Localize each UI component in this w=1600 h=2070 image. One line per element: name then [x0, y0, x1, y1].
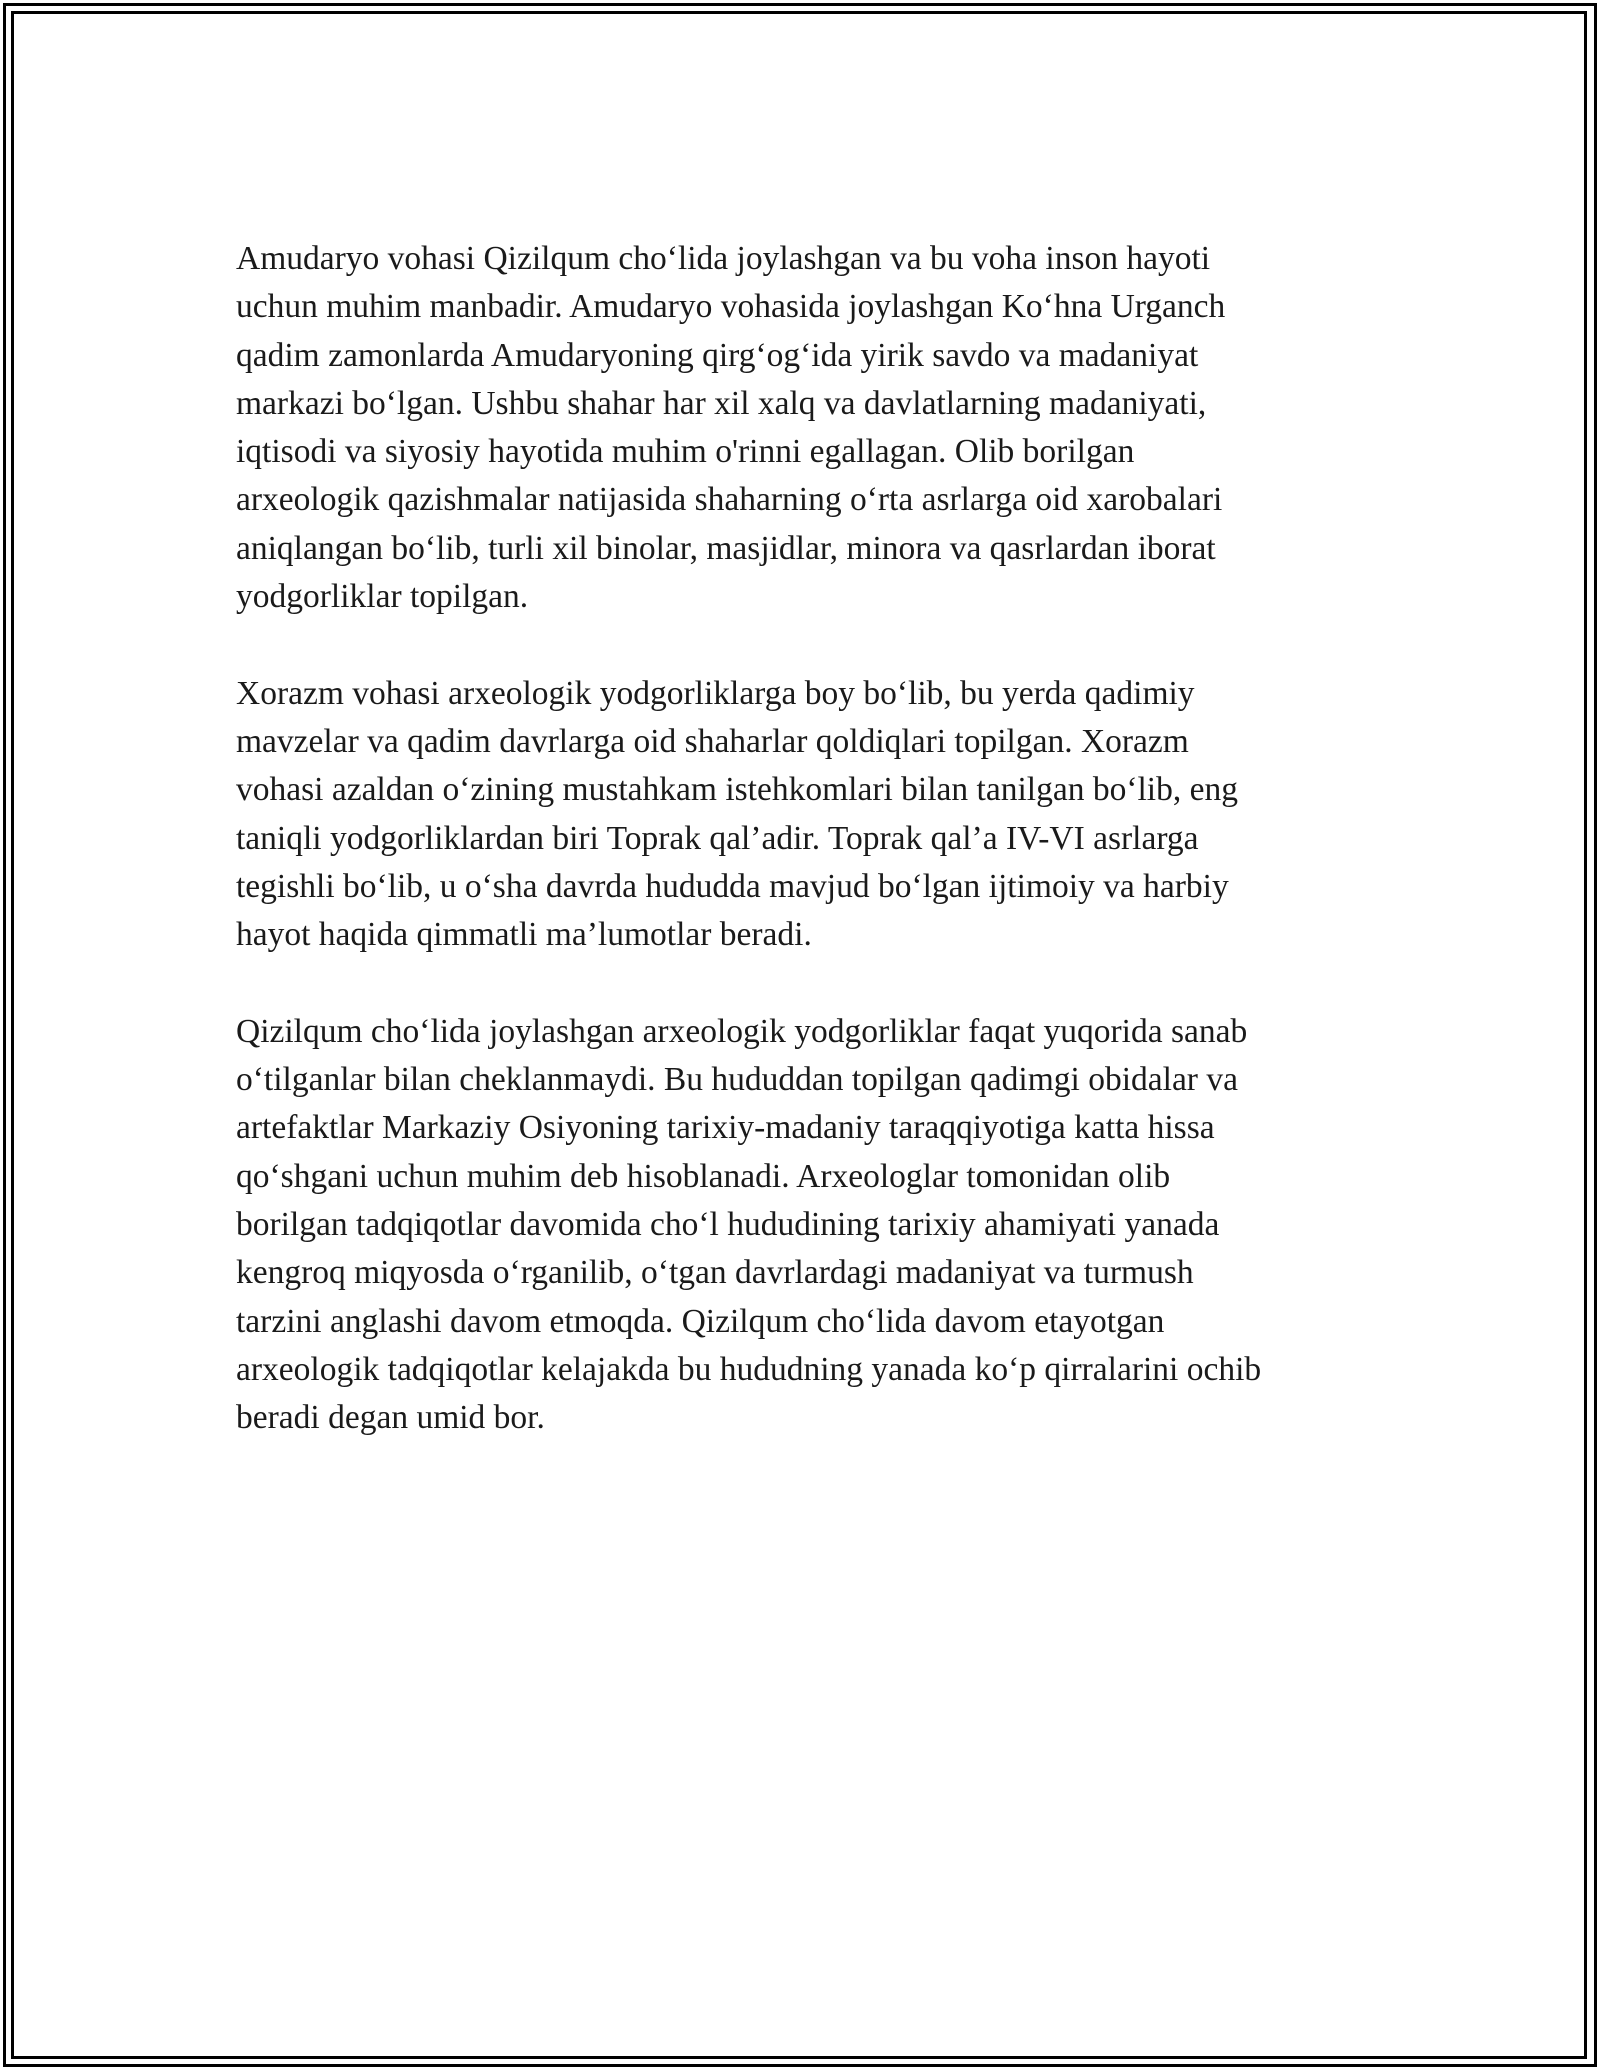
- document-body: [236, 235, 1364, 1491]
- paragraph-3: Qizilqum cho‘lida joylashgan arxeologik yodgorliklar faqat yuqorida sanab o‘tilganlar bilan cheklanmaydi. Bu hududdan topilgan qadimgi obidalar va artefaktlar Markaziy Osiyoning tarixiy-madaniy taraqqiyotiga katta hissa qo‘shgani uchun muhim deb hisoblanadi. Arxeologlar tomonidan olib borilgan tadqiqotlar davomida cho‘l hududining tarixiy ahamiyati yanada kengroq miqyosda o‘rganilib, o‘tgan davrlardagi madaniyat va turmush tarzini anglashi davom etmoqda. Qizilqum cho‘lida davom etayotgan arxeologik tadqiqotlar kelajakda bu hududning yanada ko‘p qirralarini ochib beradi degan umid bor.: [236, 1012, 1262, 1437]
- paragraph-1: Amudaryo vohasi Qizilqum cho‘lida joylashgan va bu voha inson hayoti uchun muhim manbadir. Amudaryo vohasida joylashgan Ko‘hna Urganch qadim zamonlarda Amudaryoning qirg‘og‘ida yirik savdo va madaniyat markazi bo‘lgan. Ushbu shahar har xil xalq va davlatlarning madaniyati, iqtisodi va siyosiy hayotida muhim o'rinni egallagan. Olib borilgan arxeologik qazishmalar natijasida shaharning o‘rta asrlarga oid xarobalari aniqlangan bo‘lib, turli xil binolar, masjidlar, minora va qasrlardan iborat yodgorliklar topilgan.: [236, 240, 1226, 616]
- paragraph-2: Xorazm vohasi arxeologik yodgorliklarga boy bo‘lib, bu yerda qadimiy mavzelar va qadim davrlarga oid shaharlar qoldiqlari topilgan. Xorazm vohasi azaldan o‘zining mustahkam istehkomlari bilan tanilgan bo‘lib, eng taniqli yodgorliklardan biri Toprak qal’adir. Toprak qal’a IV-VI asrlarga tegishli bo‘lib, u o‘sha davrda hududda mavjud bo‘lgan ijtimoiy va harbiy hayot haqida qimmatli ma’lumotlar beradi.: [236, 674, 1238, 954]
